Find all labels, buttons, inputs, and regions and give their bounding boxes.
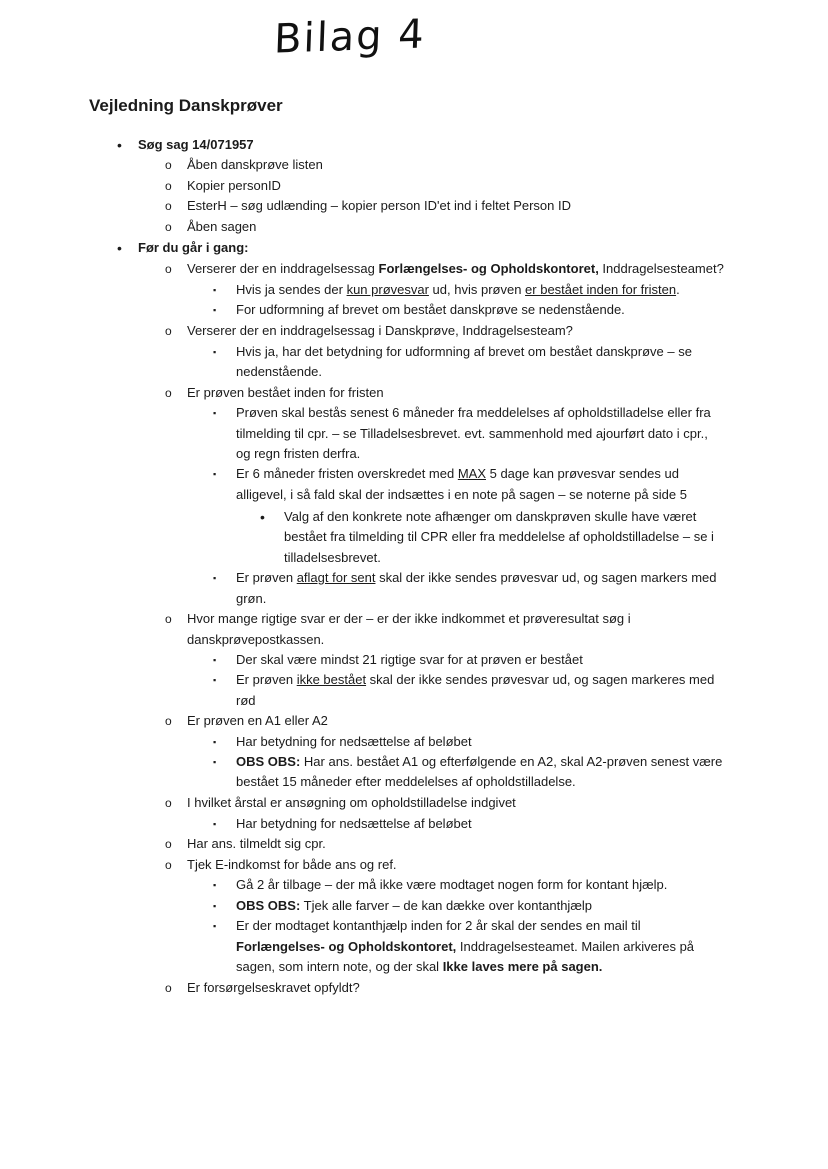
list-item: Kopier personID xyxy=(187,178,281,193)
circle-marker: o xyxy=(165,714,172,728)
list-item: Hvor mange rigtige svar er der – er der ikke indkommet et prøveresultat søg i xyxy=(187,611,631,626)
square-marker: ▪ xyxy=(213,901,217,911)
circle-marker: o xyxy=(165,981,172,995)
list-item-continuation: tilmelding til cpr. – se Tilladelsesbrevet. evt. sammenhold med ajourført dato i cpr., xyxy=(236,426,708,441)
list-item: Er prøven ikke bestået skal der ikke sendes prøvesvar ud, og sagen markeres med xyxy=(236,672,715,687)
list-item-continuation: og regn fristen derfra. xyxy=(236,446,361,461)
square-marker: ▪ xyxy=(213,285,217,295)
list-item: Er der modtaget kontanthjælp inden for 2 år skal der sendes en mail til xyxy=(236,918,641,933)
list-item: Er 6 måneder fristen overskredet med MAX 5 dage kan prøvesvar sendes ud xyxy=(236,466,679,481)
list-item: For udformning af brevet om bestået danskprøve se nedenstående. xyxy=(236,302,625,317)
square-marker: ▪ xyxy=(213,305,217,315)
list-item: Har betydning for nedsættelse af beløbet xyxy=(236,734,472,749)
square-marker: ▪ xyxy=(213,737,217,747)
circle-marker: o xyxy=(165,386,172,400)
circle-marker: o xyxy=(165,796,172,810)
list-item-continuation: sagen, som intern note, og der skal Ikke laves mere på sagen. xyxy=(236,959,603,974)
list-item-continuation: tilladelsesbrevet. xyxy=(284,550,381,565)
square-marker: ▪ xyxy=(213,573,217,583)
section-heading: Søg sag 14/071957 xyxy=(138,137,254,152)
square-marker: ▪ xyxy=(213,921,217,931)
square-marker: ▪ xyxy=(213,757,217,767)
list-item: EsterH – søg udlænding – kopier person ID'et ind i feltet Person ID xyxy=(187,198,572,213)
list-item: Er prøven en A1 eller A2 xyxy=(187,713,328,728)
list-item: Verserer der en inddragelsessag i Danskprøve, Inddragelsesteam? xyxy=(187,323,573,338)
list-item-continuation: bestået 15 måneder efter meddelelses af opholdstilladelse. xyxy=(236,774,576,789)
list-item-continuation: bestået fra tilmelding til CPR eller fra meddelelse af opholdstilladelse – se i xyxy=(284,529,714,544)
circle-marker: o xyxy=(165,158,172,172)
list-item-continuation: grøn. xyxy=(236,591,267,606)
list-item: I hvilket årstal er ansøgning om opholdstilladelse indgivet xyxy=(187,795,516,810)
list-item: Valg af den konkrete note afhænger om danskprøven skulle have været xyxy=(284,509,697,524)
list-item: Åben danskprøve listen xyxy=(187,157,323,172)
bullet-marker: • xyxy=(117,240,122,256)
list-item: Prøven skal bestås senest 6 måneder fra meddelelses af opholdstilladelse eller fra xyxy=(236,405,711,420)
circle-marker: o xyxy=(165,220,172,234)
circle-marker: o xyxy=(165,262,172,276)
list-item: Der skal være mindst 21 rigtige svar for at prøven er bestået xyxy=(236,652,583,667)
square-marker: ▪ xyxy=(213,819,217,829)
list-item: Hvis ja sendes der kun prøvesvar ud, hvis prøven er bestået inden for fristen. xyxy=(236,282,680,297)
list-item: OBS OBS: Har ans. bestået A1 og efterfølgende en A2, skal A2-prøven senest være xyxy=(236,754,723,769)
circle-marker: o xyxy=(165,858,172,872)
circle-marker: o xyxy=(165,837,172,851)
list-item-continuation: nedenstående. xyxy=(236,364,323,379)
square-marker: ▪ xyxy=(213,675,217,685)
list-item: Hvis ja, har det betydning for udformning af brevet om bestået danskprøve – se xyxy=(236,344,692,359)
square-marker: ▪ xyxy=(213,408,217,418)
list-item: Gå 2 år tilbage – der må ikke være modtaget nogen form for kontant hjælp. xyxy=(236,877,668,892)
list-item: Har betydning for nedsættelse af beløbet xyxy=(236,816,472,831)
list-item-continuation: Forlængelses- og Opholdskontoret, Inddragelsesteamet. Mailen arkiveres på xyxy=(236,939,695,954)
list-item: Tjek E-indkomst for både ans og ref. xyxy=(187,857,397,872)
circle-marker: o xyxy=(165,612,172,626)
section-heading: Før du går i gang: xyxy=(138,240,249,255)
square-marker: ▪ xyxy=(213,347,217,357)
list-item-continuation: danskprøvepostkassen. xyxy=(187,632,325,647)
bullet-marker: • xyxy=(260,509,265,525)
list-item: Åben sagen xyxy=(187,219,257,234)
page-title: Vejledning Danskprøver xyxy=(89,96,283,115)
bullet-marker: • xyxy=(117,137,122,153)
circle-marker: o xyxy=(165,179,172,193)
list-item-continuation: alligevel, i så fald skal der indsættes i en note på sagen – se noterne på side 5 xyxy=(236,487,687,502)
list-item: Er forsørgelseskravet opfyldt? xyxy=(187,980,360,995)
square-marker: ▪ xyxy=(213,469,217,479)
square-marker: ▪ xyxy=(213,880,217,890)
list-item-continuation: rød xyxy=(236,693,256,708)
circle-marker: o xyxy=(165,324,172,338)
list-item: Er prøven bestået inden for fristen xyxy=(187,385,384,400)
list-item: Har ans. tilmeldt sig cpr. xyxy=(187,836,326,851)
list-item: Verserer der en inddragelsessag Forlængelses- og Opholdskontoret, Inddragelsesteamet? xyxy=(187,261,724,276)
square-marker: ▪ xyxy=(213,655,217,665)
handwritten-annotation: Bilag 4 xyxy=(273,11,427,63)
circle-marker: o xyxy=(165,199,172,213)
list-item: OBS OBS: Tjek alle farver – de kan dække over kontanthjælp xyxy=(236,898,592,913)
list-item: Er prøven aflagt for sent skal der ikke sendes prøvesvar ud, og sagen markers med xyxy=(236,570,717,585)
